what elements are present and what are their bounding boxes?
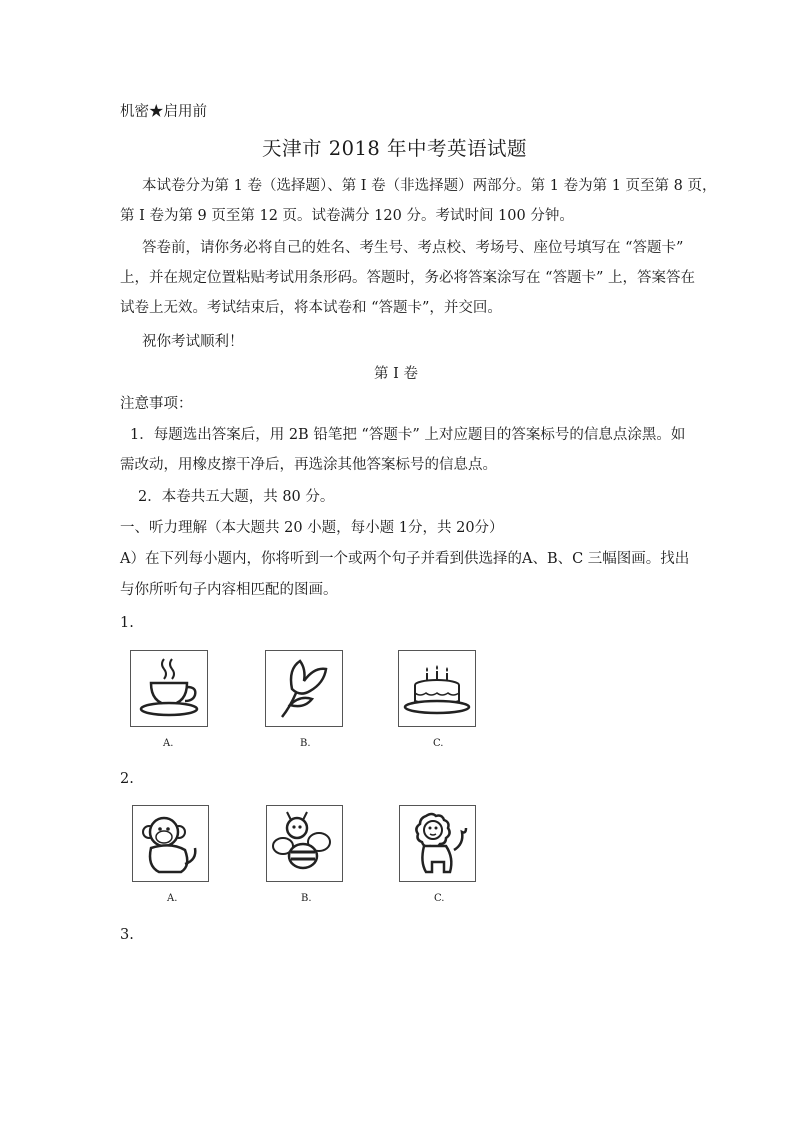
option-label: C. bbox=[433, 738, 444, 749]
option-picture-b[interactable] bbox=[265, 650, 343, 727]
good-luck-wish: 祝你考试顺利！ bbox=[142, 334, 244, 350]
option-label: A. bbox=[167, 893, 178, 904]
monkey-icon bbox=[133, 806, 208, 881]
intro-paragraph-1-line-1: 本试卷分为第 1 卷（选择题）、第 I 卷（非选择题）两部分。第 1 卷为第 1 页至第 8 页， bbox=[142, 178, 717, 194]
intro-paragraph-2-line-1: 答卷前，请你务必将自己的姓名、考生号、考点校、考场号、座位号填写在 “答题卡” bbox=[142, 240, 684, 256]
question-number: 3. bbox=[120, 927, 134, 943]
option-picture-c[interactable] bbox=[399, 805, 476, 882]
volume-title: 第 I 卷 bbox=[374, 366, 418, 382]
coffee-cup-icon bbox=[131, 651, 207, 726]
option-picture-c[interactable] bbox=[398, 650, 476, 727]
section-1-instruction-line-1: A）在下列每小题内，你将听到一个或两个句子并看到供选择的A、B、C 三幅图画。找出 bbox=[120, 551, 690, 567]
note-2: 2．本卷共五大题，共 80 分。 bbox=[138, 489, 335, 505]
lion-icon bbox=[400, 806, 475, 881]
section-1-heading: 一、听力理解（本大题共 20 小题，每小题 1分，共 20分） bbox=[120, 520, 504, 536]
option-picture-a[interactable] bbox=[130, 650, 208, 727]
option-label: B. bbox=[301, 893, 312, 904]
secret-mark: 机密★启用前 bbox=[120, 104, 207, 120]
note-1-line-2: 需改动，用橡皮擦干净后，再选涂其他答案标号的信息点。 bbox=[120, 457, 497, 473]
option-label: A. bbox=[163, 738, 174, 749]
question-number: 1. bbox=[120, 615, 134, 631]
option-label: C. bbox=[434, 893, 445, 904]
question-number: 2. bbox=[120, 771, 134, 787]
intro-paragraph-2-line-2: 上，并在规定位置粘贴考试用条形码。答题时，务必将答案涂写在 “答题卡” 上，答案答在 bbox=[120, 270, 696, 286]
intro-paragraph-2-line-3: 试卷上无效。考试结束后，将本试卷和 “答题卡”，并交回。 bbox=[120, 300, 502, 316]
intro-paragraph-1-line-2: 第 I 卷为第 9 页至第 12 页。试卷满分 120 分。考试时间 100 分钟。 bbox=[120, 208, 574, 224]
bee-icon bbox=[267, 806, 342, 881]
option-picture-b[interactable] bbox=[266, 805, 343, 882]
birthday-cake-icon bbox=[399, 651, 475, 726]
option-label: B. bbox=[300, 738, 311, 749]
exam-title: 天津市 2018 年中考英语试题 bbox=[262, 137, 528, 160]
flower-icon bbox=[266, 651, 342, 726]
notes-heading: 注意事项： bbox=[120, 396, 193, 412]
option-picture-a[interactable] bbox=[132, 805, 209, 882]
note-1-line-1: 1．每题选出答案后，用 2B 铅笔把 “答题卡” 上对应题目的答案标号的信息点涂黑。如 bbox=[130, 427, 686, 443]
section-1-instruction-line-2: 与你所听句子内容相匹配的图画。 bbox=[120, 582, 338, 598]
